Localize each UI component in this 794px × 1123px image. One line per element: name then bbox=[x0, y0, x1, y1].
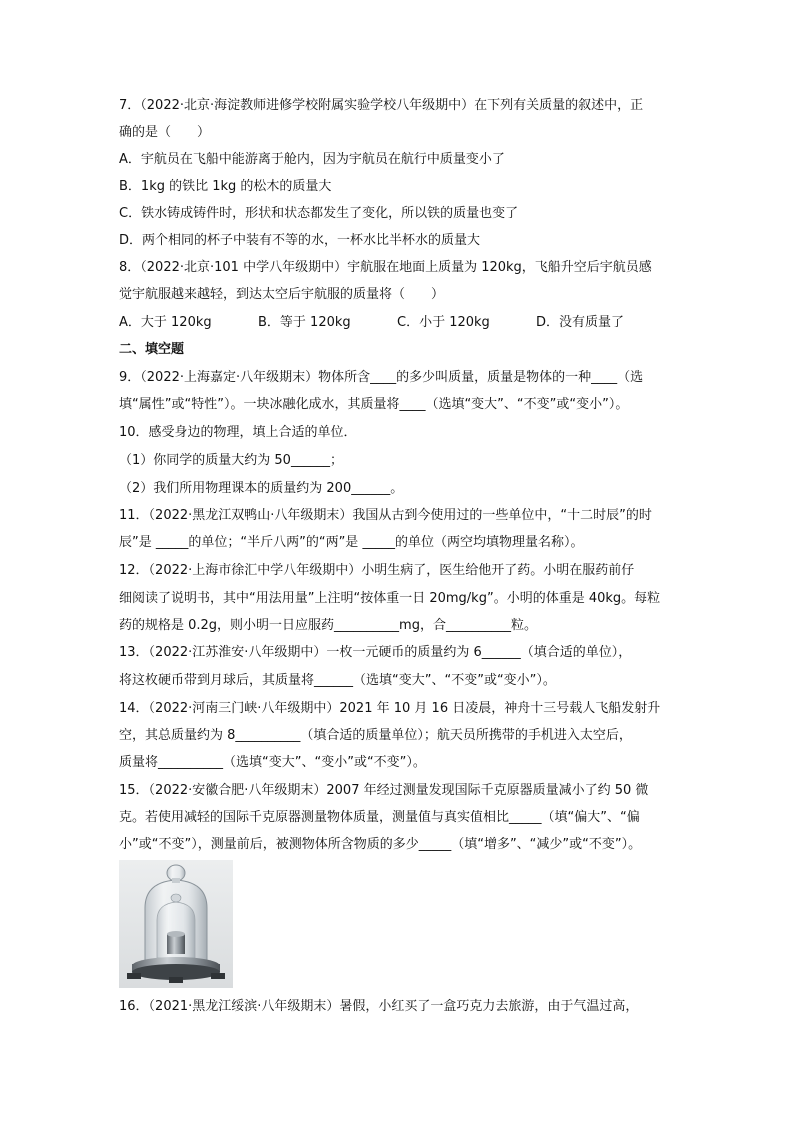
q12-line1: 12．（2022·上海市徐汇中学八年级期中）小明生病了，医生给他开了药。小明在服药前仔 bbox=[119, 563, 635, 578]
q13-line1: 13．（2022·江苏淮安·八年级期中）一枚一元硬币的质量约为 6______（填合适的单位）， bbox=[119, 645, 632, 660]
q15-line2: 克。若使用减轻的国际千克原器测量物体质量，测量值与真实值相比_____（填“偏大”、“偏 bbox=[119, 810, 640, 825]
q8-stem-line2: 觉宇航服越来越轻，到达太空后宇航服的质量将（ ） bbox=[119, 287, 445, 302]
q7-option-d: D．两个相同的杯子中装有不等的水，一杯水比半杯水的质量大 bbox=[119, 233, 481, 248]
section-title: 二、填空题 bbox=[119, 342, 185, 357]
q14-line1: 14．（2022·河南三门峡·八年级期中）2021 年 10 月 16 日凌晨，神舟十三号载人飞船发射升 bbox=[119, 701, 661, 716]
q12-line3: 药的规格是 0.2g，则小明一日应服药__________mg，合__________粒。 bbox=[119, 618, 537, 633]
q13-line2: 将这枚硬币带到月球后，其质量将______（选填“变大”、“不变”或“变小”）。 bbox=[119, 673, 556, 688]
q8-stem-line1: 8．（2022·北京·101 中学八年级期中）宇航服在地面上质量为 120kg，飞船升空后宇航员感 bbox=[119, 260, 652, 275]
q15-line1: 15．（2022·安徽合肥·八年级期末）2007 年经过测量发现国际千克原器质量减小了约 50 微 bbox=[119, 783, 649, 798]
q14-line3: 质量将__________（选填“变大”、“变小”或“不变”）。 bbox=[119, 755, 426, 770]
q9-line1: 9．（2022·上海嘉定·八年级期末）物体所含____的多少叫质量，质量是物体的一种____（选 bbox=[119, 370, 644, 385]
q7-stem-line1: 7．（2022·北京·海淀教师进修学校附属实验学校八年级期中）在下列有关质量的叙述中，正 bbox=[119, 98, 644, 113]
q16-line1: 16．（2021·黑龙江绥滨·八年级期末）暑假，小红买了一盒巧克力去旅游，由于气温过高， bbox=[119, 999, 639, 1014]
q14-line2: 空，其总质量约为 8__________（填合适的质量单位）；航天员所携带的手机进入太空后， bbox=[119, 728, 632, 743]
q12-line2: 细阅读了说明书，其中“用法用量”上注明“按体重一日 20mg/kg”。小明的体重是 40kg。每粒 bbox=[119, 591, 661, 606]
q8-option-c: C．小于 120kg bbox=[397, 315, 490, 330]
q10-line1: 10．感受身边的物理，填上合适的单位． bbox=[119, 425, 357, 440]
q8-option-d: D．没有质量了 bbox=[536, 315, 625, 330]
q7-option-c: C．铁水铸成铸件时，形状和状态都发生了变化，所以铁的质量也变了 bbox=[119, 206, 519, 221]
q15-line3: 小”或“不变”），测量前后，被测物体所含物质的多少_____（填“增多”、“减少”或“不变”）。 bbox=[119, 837, 642, 852]
q10-line2: （1）你同学的质量大约为 50______； bbox=[119, 453, 343, 468]
q11-line1: 11．（2022·黑龙江双鸭山·八年级期末）我国从古到今使用过的一些单位中，“十二时辰”的时 bbox=[119, 508, 652, 523]
q7-stem-line2: 确的是（ ） bbox=[119, 125, 211, 140]
q7-option-a: A．宇航员在飞船中能游离于舱内，因为宇航员在航行中质量变小了 bbox=[119, 152, 505, 167]
kilogram-prototype-bell-jar-icon bbox=[119, 860, 233, 988]
q8-option-a: A．大于 120kg bbox=[119, 315, 212, 330]
q10-line3: （2）我们所用物理课本的质量约为 200______。 bbox=[119, 481, 404, 496]
q11-line2: 辰”是 _____的单位；“半斤八两”的“两”是 _____的单位（两空均填物理量名称）。 bbox=[119, 535, 584, 550]
q8-option-b: B．等于 120kg bbox=[258, 315, 351, 330]
q7-option-b: B．1kg 的铁比 1kg 的松木的质量大 bbox=[119, 179, 332, 194]
q9-line2: 填“属性”或“特性”）。一块冰融化成水，其质量将____（选填“变大”、“不变”或“变小”）。 bbox=[119, 397, 629, 412]
